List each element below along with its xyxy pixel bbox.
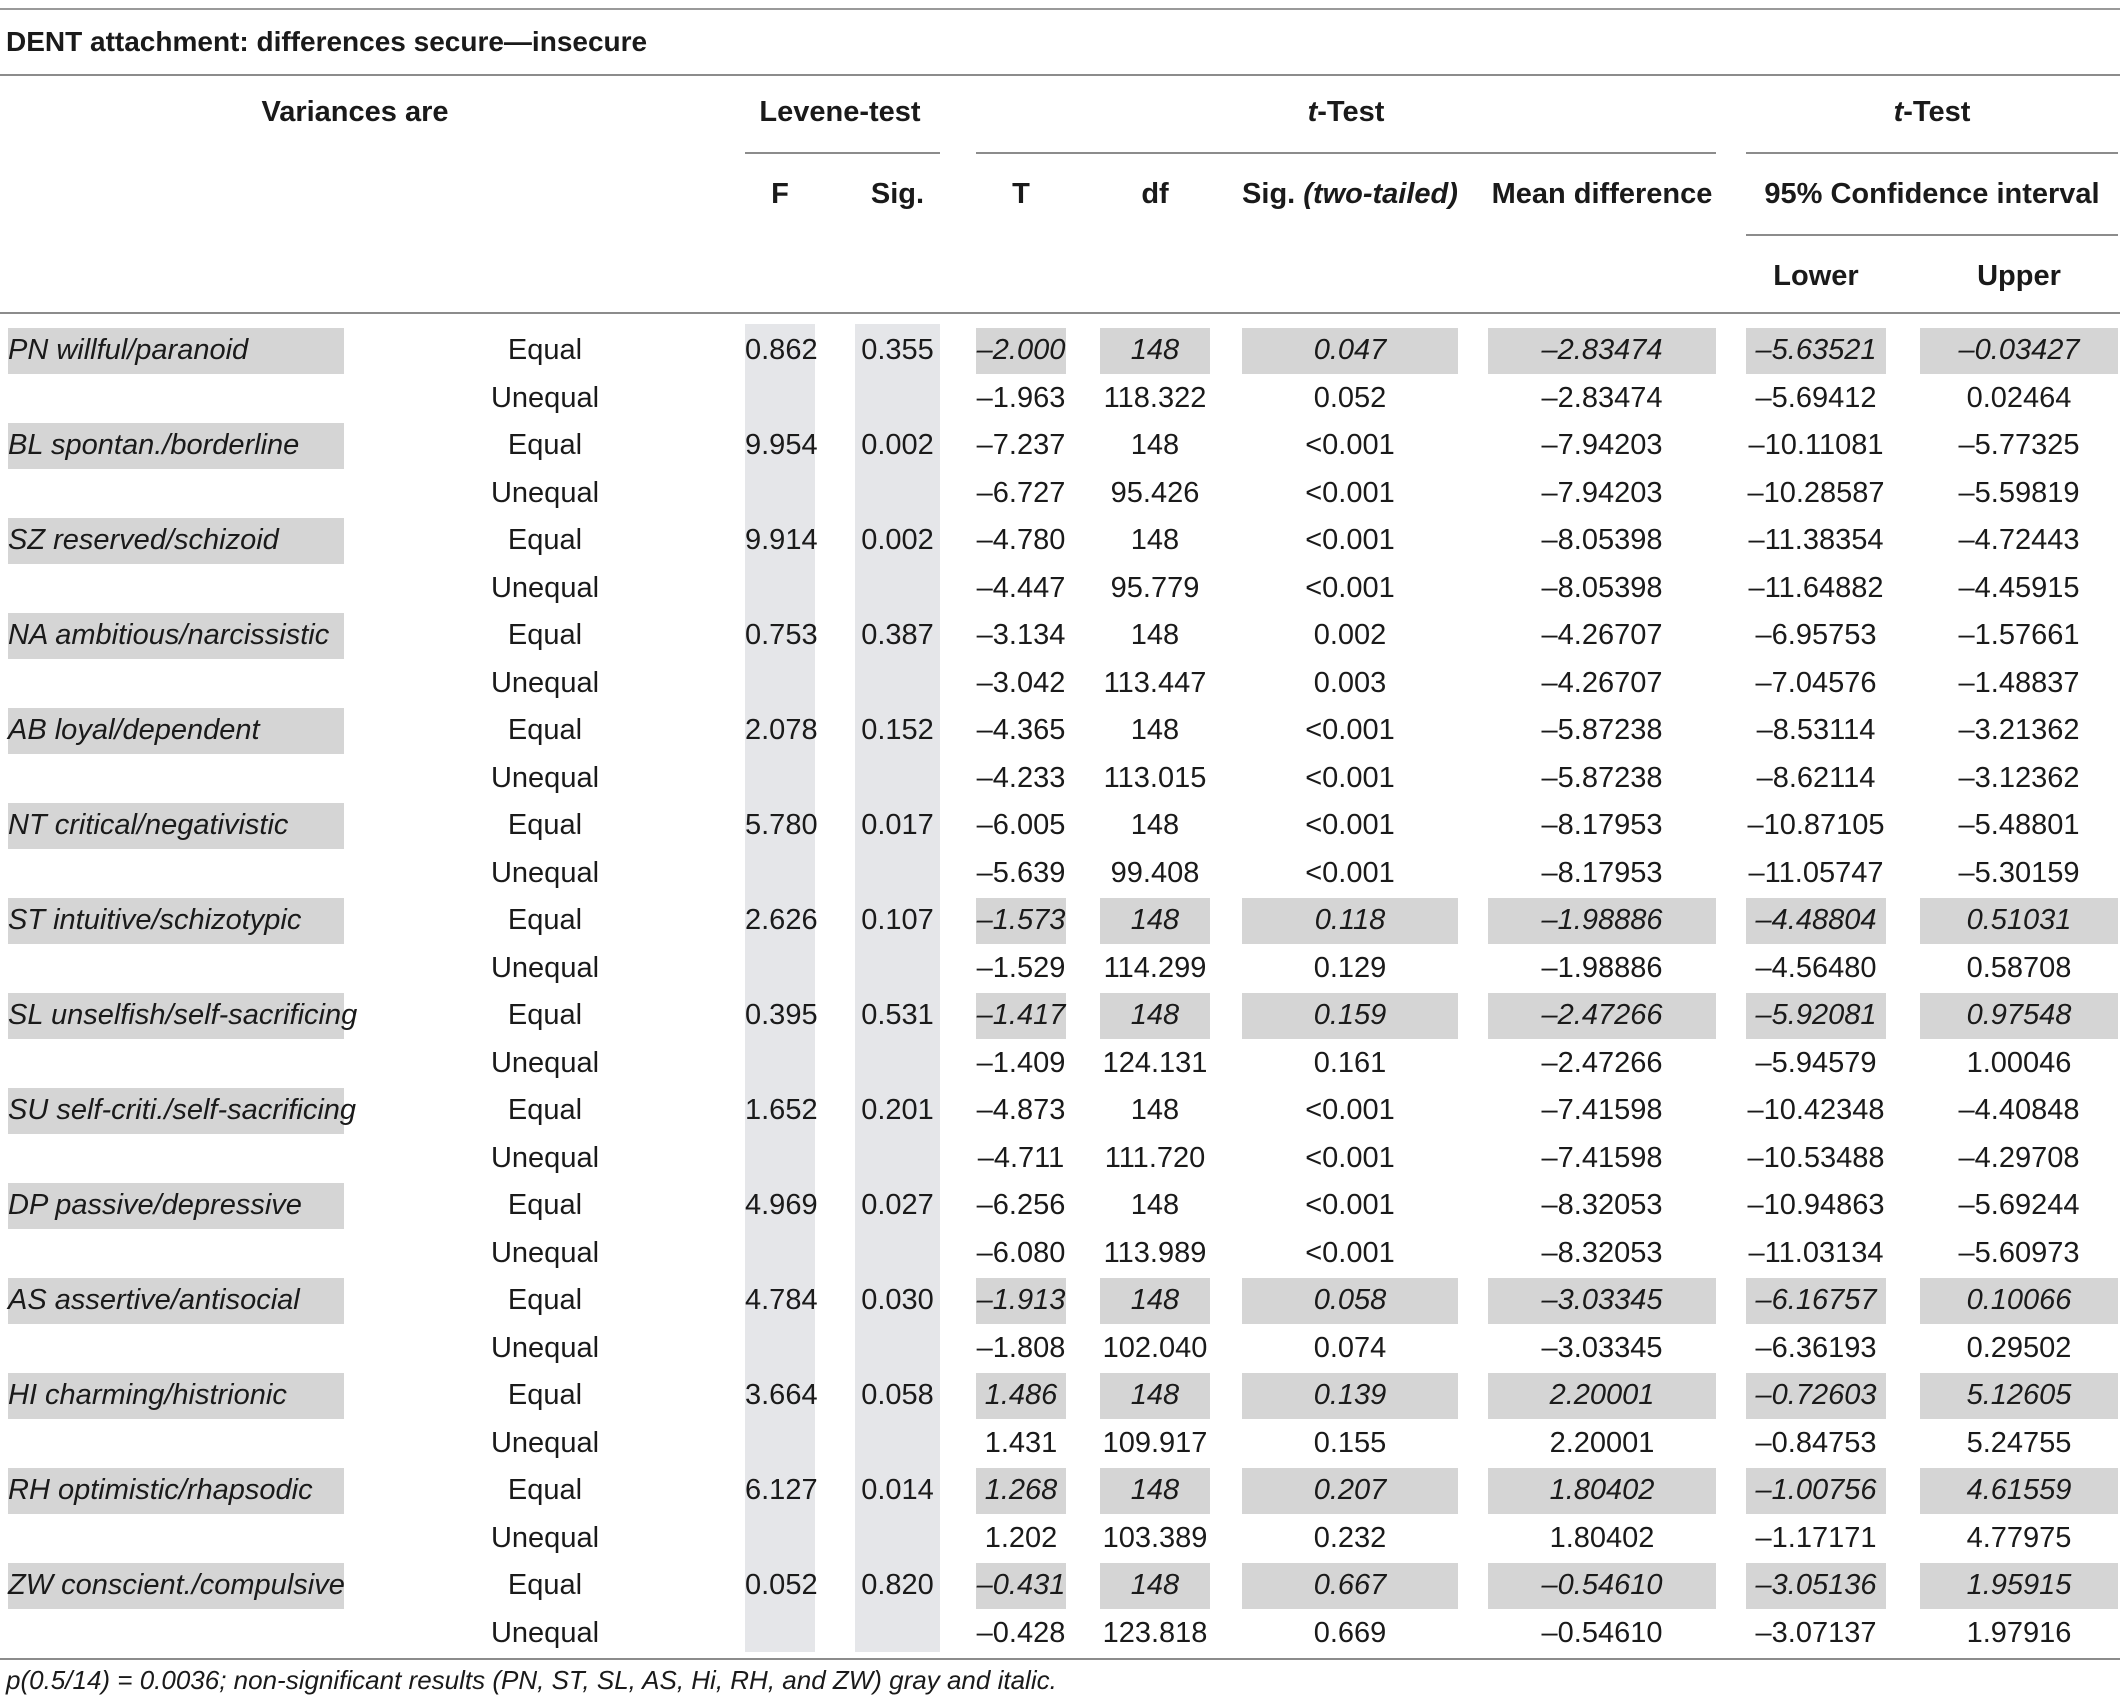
header-upper: Upper <box>1977 260 2061 292</box>
levene-sig: 0.355 <box>861 334 934 366</box>
value-md-equal: –0.54610 <box>1541 1569 1663 1601</box>
value-md-equal: –3.03345 <box>1541 1284 1663 1316</box>
value-lower-equal: –4.48804 <box>1755 904 1877 936</box>
levene-F: 2.078 <box>745 714 818 746</box>
value-T-unequal: 1.202 <box>984 1521 1058 1554</box>
value-md-equal: –5.87238 <box>1541 714 1663 746</box>
scale-name: AB loyal/dependent <box>8 714 260 746</box>
levene-sig: 0.152 <box>861 714 934 746</box>
value-upper-unequal: –5.30159 <box>1958 856 2080 889</box>
value-T-equal: –0.431 <box>976 1569 1066 1601</box>
levene-sig: 0.058 <box>861 1379 934 1411</box>
value-df-unequal: 114.299 <box>1103 951 1207 984</box>
levene-F: 3.664 <box>745 1379 818 1411</box>
value-lower-unequal: –11.03134 <box>1748 1236 1884 1269</box>
scale-name: RH optimistic/rhapsodic <box>8 1474 313 1506</box>
levene-F: 5.780 <box>745 809 818 841</box>
value-lower-unequal: –6.36193 <box>1755 1331 1877 1364</box>
value-T-equal: 1.486 <box>984 1379 1058 1411</box>
levene-group-rule <box>745 152 940 154</box>
value-T-unequal: –1.963 <box>976 381 1066 414</box>
variance-unequal-label: Unequal <box>490 666 600 699</box>
value-sig2-equal: <0.001 <box>1305 809 1395 841</box>
value-lower-unequal: –10.53488 <box>1747 1141 1885 1174</box>
value-T-equal: –6.005 <box>976 809 1066 841</box>
ttest-group-rule <box>976 152 1716 154</box>
variance-unequal-label: Unequal <box>490 1236 600 1269</box>
header-confidence-interval: 95% Confidence interval <box>1764 178 2100 210</box>
variance-unequal-label: Unequal <box>490 1521 600 1554</box>
value-upper-equal: 5.12605 <box>1966 1379 2072 1411</box>
value-md-unequal: –8.32053 <box>1541 1236 1663 1269</box>
value-sig2-unequal: <0.001 <box>1305 476 1395 509</box>
variance-unequal-label: Unequal <box>490 1331 600 1364</box>
levene-sig: 0.027 <box>861 1189 934 1221</box>
value-df-equal: 148 <box>1130 524 1180 556</box>
value-upper-equal: 0.97548 <box>1966 999 2072 1031</box>
levene-sig: 0.017 <box>861 809 934 841</box>
scale-name: NT critical/negativistic <box>8 809 289 841</box>
value-df-equal: 148 <box>1130 1474 1180 1506</box>
value-sig2-unequal: 0.129 <box>1313 951 1387 984</box>
value-lower-unequal: –11.05747 <box>1748 856 1884 889</box>
value-lower-equal: –10.11081 <box>1748 429 1884 461</box>
levene-sig: 0.820 <box>861 1569 934 1601</box>
caption-rule <box>0 74 2120 76</box>
variance-equal-label: Equal <box>507 1094 583 1126</box>
value-upper-equal: 4.61559 <box>1966 1474 2072 1506</box>
value-lower-equal: –5.92081 <box>1755 999 1877 1031</box>
value-md-unequal: 2.20001 <box>1549 1426 1655 1459</box>
value-md-unequal: –7.41598 <box>1541 1141 1663 1174</box>
value-sig2-equal: <0.001 <box>1305 524 1395 556</box>
value-T-unequal: –0.428 <box>976 1616 1066 1649</box>
value-T-equal: 1.268 <box>984 1474 1058 1506</box>
value-sig2-equal: 0.159 <box>1313 999 1387 1031</box>
variance-equal-label: Equal <box>507 429 583 461</box>
header-T: T <box>1012 178 1030 210</box>
levene-sig: 0.002 <box>861 429 934 461</box>
table-caption: DENT attachment: differences secure—insecure <box>6 26 648 57</box>
value-upper-unequal: –3.12362 <box>1958 761 2080 794</box>
value-sig2-equal: 0.139 <box>1313 1379 1387 1411</box>
value-sig2-unequal: 0.003 <box>1313 666 1387 699</box>
value-lower-equal: –6.95753 <box>1755 619 1877 651</box>
variance-unequal-label: Unequal <box>490 476 600 509</box>
value-md-equal: –8.17953 <box>1541 809 1663 841</box>
variance-equal-label: Equal <box>507 1474 583 1506</box>
value-sig2-unequal: <0.001 <box>1305 1141 1395 1174</box>
value-df-equal: 148 <box>1130 334 1180 366</box>
value-upper-unequal: 0.29502 <box>1966 1331 2072 1364</box>
value-sig2-unequal: 0.052 <box>1313 381 1387 414</box>
value-df-unequal: 118.322 <box>1103 381 1207 414</box>
header-sig: Sig. <box>870 178 925 210</box>
value-md-equal: –7.94203 <box>1541 429 1663 461</box>
header-ttest: t-Test <box>1307 96 1385 128</box>
value-df-unequal: 109.917 <box>1102 1426 1208 1459</box>
value-df-unequal: 103.389 <box>1102 1521 1208 1554</box>
value-df-equal: 148 <box>1130 619 1180 651</box>
variance-equal-label: Equal <box>507 619 583 651</box>
value-sig2-equal: 0.058 <box>1313 1284 1387 1316</box>
value-md-unequal: –8.17953 <box>1541 856 1663 889</box>
value-T-equal: –4.780 <box>976 524 1066 556</box>
scale-name: HI charming/histrionic <box>8 1379 287 1411</box>
scale-name: SL unselfish/self-sacrificing <box>8 999 358 1031</box>
header-lower: Lower <box>1773 260 1859 292</box>
value-upper-equal: 0.51031 <box>1966 904 2072 936</box>
scale-name: PN willful/paranoid <box>8 334 249 366</box>
levene-F: 4.969 <box>745 1189 818 1221</box>
value-sig2-unequal: 0.074 <box>1313 1331 1387 1364</box>
value-upper-unequal: 4.77975 <box>1966 1521 2072 1554</box>
variance-equal-label: Equal <box>507 904 583 936</box>
value-sig2-unequal: 0.669 <box>1313 1616 1387 1649</box>
footnote: p(0.5/14) = 0.0036; non-significant results (PN, ST, SL, AS, Hi, RH, and ZW) gray and italic. <box>6 1665 1057 1695</box>
value-T-equal: –1.573 <box>976 904 1066 936</box>
levene-sig: 0.201 <box>861 1094 934 1126</box>
value-sig2-unequal: 0.232 <box>1313 1521 1387 1554</box>
value-upper-equal: –5.48801 <box>1958 809 2080 841</box>
value-md-equal: –8.05398 <box>1541 524 1663 556</box>
scale-name: ST intuitive/schizotypic <box>8 904 302 936</box>
variance-equal-label: Equal <box>507 999 583 1031</box>
value-upper-unequal: 0.58708 <box>1966 951 2072 984</box>
value-lower-equal: –10.94863 <box>1747 1189 1885 1221</box>
value-T-equal: –4.873 <box>976 1094 1066 1126</box>
value-df-unequal: 124.131 <box>1102 1046 1208 1079</box>
levene-sig: 0.107 <box>861 904 934 936</box>
value-upper-equal: –3.21362 <box>1958 714 2080 746</box>
value-md-unequal: –0.54610 <box>1541 1616 1663 1649</box>
value-upper-unequal: –4.45915 <box>1958 571 2080 604</box>
value-df-unequal: 95.426 <box>1110 476 1200 509</box>
value-sig2-equal: 0.047 <box>1313 334 1387 366</box>
value-df-unequal: 99.408 <box>1110 856 1200 889</box>
value-T-unequal: –4.233 <box>976 761 1066 794</box>
scale-name: NA ambitious/narcissistic <box>8 619 330 651</box>
value-lower-equal: –10.87105 <box>1747 809 1885 841</box>
variance-unequal-label: Unequal <box>490 951 600 984</box>
value-T-unequal: –6.080 <box>976 1236 1066 1269</box>
levene-sig: 0.030 <box>861 1284 934 1316</box>
header-levene: Levene-test <box>759 96 921 128</box>
value-sig2-equal: 0.002 <box>1313 619 1387 651</box>
value-upper-equal: –4.40848 <box>1958 1094 2080 1126</box>
value-md-equal: –2.83474 <box>1541 334 1663 366</box>
value-T-unequal: –6.727 <box>976 476 1066 509</box>
value-md-equal: –4.26707 <box>1541 619 1663 651</box>
value-upper-unequal: –5.59819 <box>1958 476 2080 509</box>
value-df-unequal: 123.818 <box>1102 1616 1208 1649</box>
value-lower-equal: –3.05136 <box>1755 1569 1877 1601</box>
value-T-unequal: –1.808 <box>976 1331 1066 1364</box>
value-upper-unequal: 5.24755 <box>1966 1426 2072 1459</box>
value-md-unequal: 1.80402 <box>1549 1521 1655 1554</box>
value-md-equal: 2.20001 <box>1549 1379 1655 1411</box>
value-lower-unequal: –5.94579 <box>1755 1046 1877 1079</box>
variance-unequal-label: Unequal <box>490 1046 600 1079</box>
levene-sig: 0.014 <box>861 1474 934 1506</box>
value-lower-equal: –6.16757 <box>1755 1284 1877 1316</box>
value-md-equal: –8.32053 <box>1541 1189 1663 1221</box>
levene-F: 9.914 <box>745 524 818 556</box>
value-md-equal: 1.80402 <box>1549 1474 1655 1506</box>
variance-equal-label: Equal <box>507 1189 583 1221</box>
value-sig2-unequal: 0.155 <box>1313 1426 1387 1459</box>
levene-sig: 0.002 <box>861 524 934 556</box>
variance-equal-label: Equal <box>507 1379 583 1411</box>
value-md-unequal: –3.03345 <box>1541 1331 1663 1364</box>
value-md-equal: –7.41598 <box>1541 1094 1663 1126</box>
value-T-unequal: –1.529 <box>976 951 1066 984</box>
variance-unequal-label: Unequal <box>490 761 600 794</box>
levene-F: 0.862 <box>745 334 818 366</box>
value-md-unequal: –5.87238 <box>1541 761 1663 794</box>
ci-subgroup-rule <box>1746 234 2118 236</box>
value-sig2-unequal: 0.161 <box>1313 1046 1387 1079</box>
levene-F: 6.127 <box>745 1474 818 1506</box>
top-rule <box>0 8 2120 10</box>
value-lower-equal: –0.72603 <box>1755 1379 1877 1411</box>
variance-unequal-label: Unequal <box>490 381 600 414</box>
value-lower-unequal: –1.17171 <box>1755 1521 1877 1554</box>
value-md-unequal: –1.98886 <box>1541 951 1663 984</box>
levene-sig: 0.531 <box>861 999 934 1031</box>
value-sig2-unequal: <0.001 <box>1305 571 1395 604</box>
variance-unequal-label: Unequal <box>490 856 600 889</box>
value-df-unequal: 113.015 <box>1103 761 1207 794</box>
value-df-equal: 148 <box>1130 1094 1180 1126</box>
variance-equal-label: Equal <box>507 1284 583 1316</box>
levene-F: 9.954 <box>745 429 818 461</box>
levene-F: 4.784 <box>745 1284 818 1316</box>
variance-equal-label: Equal <box>507 524 583 556</box>
scale-name: DP passive/depressive <box>8 1189 302 1221</box>
value-sig2-equal: 0.667 <box>1313 1569 1387 1601</box>
header-sig-two-tailed: Sig. (two-tailed) <box>1242 178 1458 210</box>
value-df-equal: 148 <box>1130 429 1180 461</box>
value-df-equal: 148 <box>1130 904 1180 936</box>
scale-name: SZ reserved/schizoid <box>8 524 279 556</box>
value-upper-unequal: –5.60973 <box>1958 1236 2080 1269</box>
value-upper-equal: –0.03427 <box>1958 334 2080 366</box>
value-T-unequal: –5.639 <box>976 856 1066 889</box>
levene-F: 0.395 <box>745 999 818 1031</box>
header-F: F <box>771 178 789 210</box>
value-lower-unequal: –3.07137 <box>1755 1616 1877 1649</box>
value-sig2-equal: <0.001 <box>1305 429 1395 461</box>
value-lower-unequal: –7.04576 <box>1755 666 1877 699</box>
scale-name: AS assertive/antisocial <box>8 1284 300 1316</box>
value-md-unequal: –2.83474 <box>1541 381 1663 414</box>
value-lower-equal: –10.42348 <box>1747 1094 1885 1126</box>
value-lower-equal: –1.00756 <box>1755 1474 1877 1506</box>
value-md-unequal: –7.94203 <box>1541 476 1663 509</box>
value-lower-unequal: –11.64882 <box>1748 571 1884 604</box>
value-upper-unequal: –1.48837 <box>1958 666 2080 699</box>
value-md-unequal: –2.47266 <box>1541 1046 1663 1079</box>
variance-equal-label: Equal <box>507 809 583 841</box>
value-lower-equal: –11.38354 <box>1748 524 1884 556</box>
value-sig2-unequal: <0.001 <box>1305 1236 1395 1269</box>
value-T-equal: –4.365 <box>976 714 1066 746</box>
value-df-unequal: 111.720 <box>1104 1141 1206 1174</box>
levene-F: 0.753 <box>745 619 818 651</box>
value-sig2-equal: <0.001 <box>1305 1094 1395 1126</box>
value-lower-unequal: –5.69412 <box>1755 381 1877 414</box>
levene-F: 0.052 <box>745 1569 818 1601</box>
value-T-equal: –2.000 <box>976 334 1066 366</box>
value-T-unequal: 1.431 <box>984 1426 1058 1459</box>
value-md-unequal: –8.05398 <box>1541 571 1663 604</box>
value-T-unequal: –4.711 <box>977 1141 1065 1174</box>
value-md-unequal: –4.26707 <box>1541 666 1663 699</box>
value-upper-equal: –4.72443 <box>1958 524 2080 556</box>
levene-F: 2.626 <box>745 904 818 936</box>
value-upper-unequal: 1.00046 <box>1966 1046 2072 1079</box>
value-sig2-equal: <0.001 <box>1305 714 1395 746</box>
scale-name: BL spontan./borderline <box>8 429 300 461</box>
header-variances: Variances are <box>261 96 449 128</box>
scale-name: ZW conscient./compulsive <box>8 1569 345 1601</box>
variance-equal-label: Equal <box>507 714 583 746</box>
value-sig2-equal: 0.207 <box>1313 1474 1387 1506</box>
value-md-equal: –1.98886 <box>1541 904 1663 936</box>
value-df-unequal: 113.447 <box>1103 666 1207 699</box>
value-T-equal: –1.913 <box>976 1284 1066 1316</box>
value-T-equal: –1.417 <box>976 999 1066 1031</box>
levene-F: 1.652 <box>745 1094 818 1126</box>
value-df-equal: 148 <box>1130 1569 1180 1601</box>
variance-unequal-label: Unequal <box>490 1616 600 1649</box>
value-lower-unequal: –10.28587 <box>1747 476 1885 509</box>
value-df-unequal: 95.779 <box>1110 571 1200 604</box>
value-df-equal: 148 <box>1130 809 1180 841</box>
value-lower-equal: –5.63521 <box>1755 334 1877 366</box>
value-sig2-equal: <0.001 <box>1305 1189 1395 1221</box>
header-df: df <box>1141 178 1169 210</box>
header-bottom-rule <box>0 312 2120 314</box>
value-df-unequal: 113.989 <box>1103 1236 1207 1269</box>
value-upper-unequal: 0.02464 <box>1966 381 2072 414</box>
scale-name: SU self-criti./self-sacrificing <box>8 1094 357 1126</box>
header-ttest-ci: t-Test <box>1893 96 1971 128</box>
value-df-equal: 148 <box>1130 1379 1180 1411</box>
variance-unequal-label: Unequal <box>490 1426 600 1459</box>
levene-sig: 0.387 <box>861 619 934 651</box>
header-mean-difference: Mean difference <box>1491 178 1713 210</box>
value-upper-equal: 1.95915 <box>1966 1569 2072 1601</box>
variance-unequal-label: Unequal <box>490 571 600 604</box>
value-upper-equal: –5.77325 <box>1958 429 2080 461</box>
value-T-unequal: –3.042 <box>976 666 1066 699</box>
value-upper-equal: –1.57661 <box>1958 619 2080 651</box>
variance-unequal-label: Unequal <box>490 1141 600 1174</box>
value-upper-unequal: –4.29708 <box>1958 1141 2080 1174</box>
value-T-equal: –3.134 <box>976 619 1066 651</box>
value-md-equal: –2.47266 <box>1541 999 1663 1031</box>
value-lower-unequal: –8.62114 <box>1756 761 1876 794</box>
value-lower-equal: –8.53114 <box>1756 714 1876 746</box>
value-upper-equal: 0.10066 <box>1966 1284 2072 1316</box>
value-sig2-unequal: <0.001 <box>1305 761 1395 794</box>
value-T-equal: –6.256 <box>976 1189 1066 1221</box>
value-T-unequal: –4.447 <box>976 571 1066 604</box>
value-T-equal: –7.237 <box>976 429 1066 461</box>
variance-equal-label: Equal <box>507 334 583 366</box>
value-df-equal: 148 <box>1130 1189 1180 1221</box>
value-sig2-unequal: <0.001 <box>1305 856 1395 889</box>
value-T-unequal: –1.409 <box>976 1046 1066 1079</box>
value-upper-equal: –5.69244 <box>1958 1189 2080 1221</box>
value-sig2-equal: 0.118 <box>1314 904 1386 936</box>
value-upper-unequal: 1.97916 <box>1966 1616 2072 1649</box>
variance-equal-label: Equal <box>507 1569 583 1601</box>
value-df-equal: 148 <box>1130 714 1180 746</box>
value-df-equal: 148 <box>1130 1284 1180 1316</box>
value-lower-unequal: –0.84753 <box>1755 1426 1877 1459</box>
value-lower-unequal: –4.56480 <box>1755 951 1877 984</box>
ttest-ci-group-rule <box>1746 152 2118 154</box>
value-df-equal: 148 <box>1130 999 1180 1031</box>
value-df-unequal: 102.040 <box>1102 1331 1208 1364</box>
